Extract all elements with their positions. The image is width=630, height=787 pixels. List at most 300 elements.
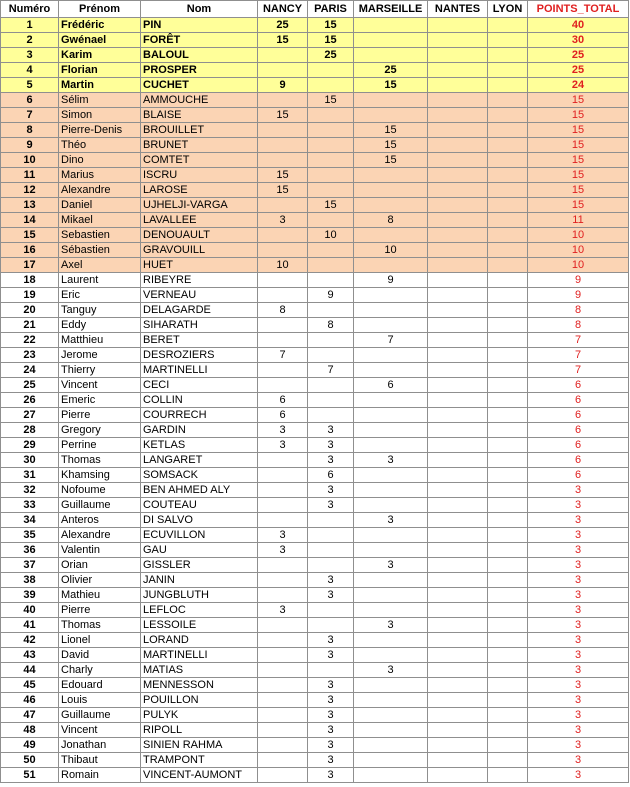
- cell-marseille[interactable]: [354, 693, 428, 708]
- cell-points-total[interactable]: 3: [528, 543, 629, 558]
- cell-points-total[interactable]: 3: [528, 738, 629, 753]
- cell-paris[interactable]: 3: [308, 453, 354, 468]
- cell-marseille[interactable]: [354, 348, 428, 363]
- cell-lyon[interactable]: [488, 468, 528, 483]
- cell-prenom[interactable]: Mikael: [59, 213, 141, 228]
- cell-marseille[interactable]: [354, 423, 428, 438]
- cell-marseille[interactable]: [354, 288, 428, 303]
- cell-numero[interactable]: 4: [1, 63, 59, 78]
- cell-nom[interactable]: AMMOUCHE: [141, 93, 258, 108]
- cell-nancy[interactable]: [258, 453, 308, 468]
- cell-prenom[interactable]: Pierre: [59, 603, 141, 618]
- cell-numero[interactable]: 32: [1, 483, 59, 498]
- cell-points-total[interactable]: 15: [528, 138, 629, 153]
- cell-nom[interactable]: POUILLON: [141, 693, 258, 708]
- cell-paris[interactable]: 3: [308, 588, 354, 603]
- cell-paris[interactable]: [308, 63, 354, 78]
- cell-nantes[interactable]: [428, 123, 488, 138]
- cell-nancy[interactable]: [258, 228, 308, 243]
- cell-nancy[interactable]: 3: [258, 213, 308, 228]
- cell-lyon[interactable]: [488, 648, 528, 663]
- cell-nantes[interactable]: [428, 498, 488, 513]
- cell-nantes[interactable]: [428, 723, 488, 738]
- cell-lyon[interactable]: [488, 153, 528, 168]
- header-marseille[interactable]: MARSEILLE: [354, 1, 428, 18]
- cell-nantes[interactable]: [428, 273, 488, 288]
- cell-lyon[interactable]: [488, 453, 528, 468]
- cell-nancy[interactable]: 15: [258, 168, 308, 183]
- cell-points-total[interactable]: 6: [528, 423, 629, 438]
- cell-prenom[interactable]: Gregory: [59, 423, 141, 438]
- cell-numero[interactable]: 27: [1, 408, 59, 423]
- cell-marseille[interactable]: 15: [354, 153, 428, 168]
- cell-prenom[interactable]: Vincent: [59, 723, 141, 738]
- cell-nom[interactable]: GAU: [141, 543, 258, 558]
- cell-nom[interactable]: BROUILLET: [141, 123, 258, 138]
- cell-paris[interactable]: [308, 663, 354, 678]
- cell-lyon[interactable]: [488, 363, 528, 378]
- cell-paris[interactable]: 15: [308, 18, 354, 33]
- cell-nancy[interactable]: 3: [258, 603, 308, 618]
- cell-points-total[interactable]: 15: [528, 123, 629, 138]
- cell-numero[interactable]: 10: [1, 153, 59, 168]
- cell-paris[interactable]: [308, 123, 354, 138]
- header-paris[interactable]: PARIS: [308, 1, 354, 18]
- cell-paris[interactable]: 3: [308, 498, 354, 513]
- cell-nom[interactable]: FORÊT: [141, 33, 258, 48]
- cell-nantes[interactable]: [428, 48, 488, 63]
- cell-points-total[interactable]: 3: [528, 663, 629, 678]
- cell-nancy[interactable]: [258, 768, 308, 783]
- cell-marseille[interactable]: [354, 543, 428, 558]
- cell-lyon[interactable]: [488, 513, 528, 528]
- cell-marseille[interactable]: 9: [354, 273, 428, 288]
- cell-nom[interactable]: SINIEN RAHMA: [141, 738, 258, 753]
- cell-marseille[interactable]: 3: [354, 618, 428, 633]
- cell-nancy[interactable]: [258, 288, 308, 303]
- cell-nancy[interactable]: 15: [258, 108, 308, 123]
- cell-numero[interactable]: 6: [1, 93, 59, 108]
- cell-nancy[interactable]: 10: [258, 258, 308, 273]
- cell-nantes[interactable]: [428, 603, 488, 618]
- cell-points-total[interactable]: 7: [528, 363, 629, 378]
- cell-lyon[interactable]: [488, 498, 528, 513]
- cell-nantes[interactable]: [428, 213, 488, 228]
- cell-nantes[interactable]: [428, 258, 488, 273]
- cell-nancy[interactable]: [258, 573, 308, 588]
- cell-points-total[interactable]: 3: [528, 768, 629, 783]
- cell-prenom[interactable]: Pierre: [59, 408, 141, 423]
- cell-points-total[interactable]: 3: [528, 648, 629, 663]
- cell-lyon[interactable]: [488, 423, 528, 438]
- cell-marseille[interactable]: [354, 573, 428, 588]
- cell-nom[interactable]: RIBEYRE: [141, 273, 258, 288]
- cell-nancy[interactable]: [258, 633, 308, 648]
- cell-numero[interactable]: 31: [1, 468, 59, 483]
- cell-paris[interactable]: 15: [308, 33, 354, 48]
- cell-nom[interactable]: LORAND: [141, 633, 258, 648]
- cell-points-total[interactable]: 6: [528, 453, 629, 468]
- header-nom[interactable]: Nom: [141, 1, 258, 18]
- cell-paris[interactable]: 6: [308, 468, 354, 483]
- cell-points-total[interactable]: 24: [528, 78, 629, 93]
- cell-numero[interactable]: 2: [1, 33, 59, 48]
- cell-points-total[interactable]: 11: [528, 213, 629, 228]
- cell-marseille[interactable]: [354, 438, 428, 453]
- cell-lyon[interactable]: [488, 408, 528, 423]
- cell-numero[interactable]: 23: [1, 348, 59, 363]
- cell-nantes[interactable]: [428, 228, 488, 243]
- cell-nom[interactable]: DI SALVO: [141, 513, 258, 528]
- cell-points-total[interactable]: 15: [528, 198, 629, 213]
- cell-nancy[interactable]: [258, 483, 308, 498]
- cell-paris[interactable]: 3: [308, 723, 354, 738]
- cell-nancy[interactable]: [258, 723, 308, 738]
- cell-marseille[interactable]: [354, 303, 428, 318]
- cell-points-total[interactable]: 6: [528, 468, 629, 483]
- cell-prenom[interactable]: Anteros: [59, 513, 141, 528]
- cell-numero[interactable]: 34: [1, 513, 59, 528]
- cell-prenom[interactable]: Thierry: [59, 363, 141, 378]
- cell-numero[interactable]: 35: [1, 528, 59, 543]
- cell-nancy[interactable]: [258, 513, 308, 528]
- cell-nancy[interactable]: [258, 618, 308, 633]
- cell-nantes[interactable]: [428, 318, 488, 333]
- cell-paris[interactable]: 3: [308, 423, 354, 438]
- cell-prenom[interactable]: Thomas: [59, 453, 141, 468]
- cell-marseille[interactable]: [354, 678, 428, 693]
- cell-prenom[interactable]: Gwénael: [59, 33, 141, 48]
- cell-lyon[interactable]: [488, 33, 528, 48]
- cell-paris[interactable]: [308, 168, 354, 183]
- cell-marseille[interactable]: [354, 498, 428, 513]
- cell-nantes[interactable]: [428, 633, 488, 648]
- cell-nom[interactable]: JUNGBLUTH: [141, 588, 258, 603]
- cell-prenom[interactable]: Alexandre: [59, 183, 141, 198]
- cell-nancy[interactable]: [258, 243, 308, 258]
- cell-marseille[interactable]: [354, 363, 428, 378]
- cell-marseille[interactable]: [354, 258, 428, 273]
- cell-nom[interactable]: CECI: [141, 378, 258, 393]
- cell-points-total[interactable]: 9: [528, 273, 629, 288]
- cell-marseille[interactable]: 8: [354, 213, 428, 228]
- cell-nantes[interactable]: [428, 768, 488, 783]
- cell-prenom[interactable]: Edouard: [59, 678, 141, 693]
- cell-paris[interactable]: [308, 618, 354, 633]
- cell-numero[interactable]: 39: [1, 588, 59, 603]
- cell-numero[interactable]: 43: [1, 648, 59, 663]
- cell-prenom[interactable]: Thibaut: [59, 753, 141, 768]
- cell-paris[interactable]: [308, 138, 354, 153]
- cell-points-total[interactable]: 15: [528, 153, 629, 168]
- cell-numero[interactable]: 47: [1, 708, 59, 723]
- cell-nom[interactable]: MATIAS: [141, 663, 258, 678]
- cell-lyon[interactable]: [488, 108, 528, 123]
- cell-points-total[interactable]: 3: [528, 558, 629, 573]
- cell-numero[interactable]: 17: [1, 258, 59, 273]
- cell-prenom[interactable]: Jonathan: [59, 738, 141, 753]
- cell-nantes[interactable]: [428, 168, 488, 183]
- cell-prenom[interactable]: Guillaume: [59, 708, 141, 723]
- cell-numero[interactable]: 1: [1, 18, 59, 33]
- cell-points-total[interactable]: 7: [528, 333, 629, 348]
- cell-points-total[interactable]: 10: [528, 228, 629, 243]
- cell-numero[interactable]: 12: [1, 183, 59, 198]
- cell-nancy[interactable]: [258, 708, 308, 723]
- cell-points-total[interactable]: 3: [528, 603, 629, 618]
- cell-marseille[interactable]: 3: [354, 558, 428, 573]
- cell-prenom[interactable]: Charly: [59, 663, 141, 678]
- cell-prenom[interactable]: Martin: [59, 78, 141, 93]
- cell-prenom[interactable]: Orian: [59, 558, 141, 573]
- cell-paris[interactable]: 3: [308, 633, 354, 648]
- cell-marseille[interactable]: 10: [354, 243, 428, 258]
- cell-numero[interactable]: 15: [1, 228, 59, 243]
- cell-lyon[interactable]: [488, 318, 528, 333]
- cell-points-total[interactable]: 3: [528, 513, 629, 528]
- cell-nantes[interactable]: [428, 618, 488, 633]
- cell-nom[interactable]: LEFLOC: [141, 603, 258, 618]
- cell-marseille[interactable]: [354, 198, 428, 213]
- cell-nantes[interactable]: [428, 423, 488, 438]
- cell-nom[interactable]: LAVALLEE: [141, 213, 258, 228]
- cell-nantes[interactable]: [428, 153, 488, 168]
- header-points-total[interactable]: POINTS_TOTAL: [528, 1, 629, 18]
- cell-prenom[interactable]: Guillaume: [59, 498, 141, 513]
- cell-nom[interactable]: ECUVILLON: [141, 528, 258, 543]
- cell-nancy[interactable]: [258, 378, 308, 393]
- cell-paris[interactable]: 7: [308, 363, 354, 378]
- cell-nantes[interactable]: [428, 513, 488, 528]
- cell-paris[interactable]: [308, 258, 354, 273]
- cell-prenom[interactable]: Théo: [59, 138, 141, 153]
- cell-lyon[interactable]: [488, 483, 528, 498]
- cell-nantes[interactable]: [428, 438, 488, 453]
- cell-points-total[interactable]: 3: [528, 498, 629, 513]
- cell-lyon[interactable]: [488, 618, 528, 633]
- cell-lyon[interactable]: [488, 183, 528, 198]
- cell-marseille[interactable]: [354, 108, 428, 123]
- cell-nantes[interactable]: [428, 303, 488, 318]
- cell-lyon[interactable]: [488, 588, 528, 603]
- cell-paris[interactable]: 3: [308, 573, 354, 588]
- cell-prenom[interactable]: Sebastien: [59, 228, 141, 243]
- cell-nantes[interactable]: [428, 573, 488, 588]
- cell-nantes[interactable]: [428, 678, 488, 693]
- cell-prenom[interactable]: Jerome: [59, 348, 141, 363]
- cell-paris[interactable]: 3: [308, 648, 354, 663]
- cell-numero[interactable]: 24: [1, 363, 59, 378]
- cell-nantes[interactable]: [428, 108, 488, 123]
- cell-paris[interactable]: 9: [308, 288, 354, 303]
- cell-nantes[interactable]: [428, 18, 488, 33]
- cell-nancy[interactable]: 15: [258, 183, 308, 198]
- cell-nom[interactable]: VINCENT-AUMONT: [141, 768, 258, 783]
- cell-nom[interactable]: GISSLER: [141, 558, 258, 573]
- cell-numero[interactable]: 51: [1, 768, 59, 783]
- cell-nom[interactable]: LANGARET: [141, 453, 258, 468]
- cell-lyon[interactable]: [488, 738, 528, 753]
- cell-lyon[interactable]: [488, 123, 528, 138]
- cell-paris[interactable]: 15: [308, 93, 354, 108]
- cell-nantes[interactable]: [428, 198, 488, 213]
- cell-nom[interactable]: CUCHET: [141, 78, 258, 93]
- cell-prenom[interactable]: Dino: [59, 153, 141, 168]
- cell-nancy[interactable]: 3: [258, 438, 308, 453]
- cell-nantes[interactable]: [428, 663, 488, 678]
- cell-nantes[interactable]: [428, 378, 488, 393]
- cell-nantes[interactable]: [428, 78, 488, 93]
- cell-marseille[interactable]: [354, 468, 428, 483]
- cell-prenom[interactable]: Matthieu: [59, 333, 141, 348]
- cell-prenom[interactable]: Emeric: [59, 393, 141, 408]
- cell-points-total[interactable]: 25: [528, 48, 629, 63]
- cell-numero[interactable]: 44: [1, 663, 59, 678]
- cell-nancy[interactable]: 3: [258, 543, 308, 558]
- cell-nom[interactable]: KETLAS: [141, 438, 258, 453]
- cell-marseille[interactable]: [354, 183, 428, 198]
- cell-nantes[interactable]: [428, 558, 488, 573]
- cell-nancy[interactable]: [258, 318, 308, 333]
- cell-nom[interactable]: HUET: [141, 258, 258, 273]
- cell-nom[interactable]: BEN AHMED ALY: [141, 483, 258, 498]
- cell-numero[interactable]: 22: [1, 333, 59, 348]
- cell-prenom[interactable]: Valentin: [59, 543, 141, 558]
- cell-paris[interactable]: [308, 378, 354, 393]
- cell-marseille[interactable]: [354, 588, 428, 603]
- cell-nancy[interactable]: [258, 93, 308, 108]
- cell-nom[interactable]: BRUNET: [141, 138, 258, 153]
- cell-marseille[interactable]: [354, 768, 428, 783]
- cell-numero[interactable]: 33: [1, 498, 59, 513]
- cell-marseille[interactable]: [354, 408, 428, 423]
- cell-points-total[interactable]: 15: [528, 168, 629, 183]
- cell-points-total[interactable]: 6: [528, 438, 629, 453]
- cell-nom[interactable]: UJHELJI-VARGA: [141, 198, 258, 213]
- cell-nancy[interactable]: [258, 153, 308, 168]
- cell-nantes[interactable]: [428, 528, 488, 543]
- cell-numero[interactable]: 40: [1, 603, 59, 618]
- cell-prenom[interactable]: Louis: [59, 693, 141, 708]
- cell-paris[interactable]: [308, 393, 354, 408]
- cell-paris[interactable]: [308, 513, 354, 528]
- cell-points-total[interactable]: 3: [528, 573, 629, 588]
- cell-lyon[interactable]: [488, 678, 528, 693]
- cell-lyon[interactable]: [488, 93, 528, 108]
- cell-prenom[interactable]: Marius: [59, 168, 141, 183]
- cell-nom[interactable]: TRAMPONT: [141, 753, 258, 768]
- cell-prenom[interactable]: Simon: [59, 108, 141, 123]
- cell-nom[interactable]: SOMSACK: [141, 468, 258, 483]
- header-lyon[interactable]: LYON: [488, 1, 528, 18]
- cell-prenom[interactable]: Sébastien: [59, 243, 141, 258]
- cell-nantes[interactable]: [428, 33, 488, 48]
- cell-prenom[interactable]: Alexandre: [59, 528, 141, 543]
- cell-points-total[interactable]: 6: [528, 378, 629, 393]
- cell-paris[interactable]: [308, 528, 354, 543]
- cell-prenom[interactable]: Tanguy: [59, 303, 141, 318]
- cell-paris[interactable]: [308, 108, 354, 123]
- cell-marseille[interactable]: [354, 738, 428, 753]
- cell-marseille[interactable]: [354, 483, 428, 498]
- cell-lyon[interactable]: [488, 168, 528, 183]
- cell-nom[interactable]: PIN: [141, 18, 258, 33]
- cell-points-total[interactable]: 7: [528, 348, 629, 363]
- cell-nantes[interactable]: [428, 288, 488, 303]
- cell-points-total[interactable]: 3: [528, 483, 629, 498]
- cell-nom[interactable]: VERNEAU: [141, 288, 258, 303]
- cell-marseille[interactable]: 3: [354, 663, 428, 678]
- cell-lyon[interactable]: [488, 303, 528, 318]
- cell-nom[interactable]: BERET: [141, 333, 258, 348]
- cell-points-total[interactable]: 3: [528, 528, 629, 543]
- cell-nantes[interactable]: [428, 543, 488, 558]
- cell-lyon[interactable]: [488, 753, 528, 768]
- cell-points-total[interactable]: 3: [528, 723, 629, 738]
- cell-lyon[interactable]: [488, 78, 528, 93]
- cell-nantes[interactable]: [428, 243, 488, 258]
- cell-prenom[interactable]: Axel: [59, 258, 141, 273]
- cell-nom[interactable]: MENNESSON: [141, 678, 258, 693]
- header-prenom[interactable]: Prénom: [59, 1, 141, 18]
- cell-points-total[interactable]: 15: [528, 108, 629, 123]
- cell-lyon[interactable]: [488, 18, 528, 33]
- cell-lyon[interactable]: [488, 708, 528, 723]
- cell-nom[interactable]: BALOUL: [141, 48, 258, 63]
- cell-marseille[interactable]: [354, 33, 428, 48]
- cell-paris[interactable]: [308, 78, 354, 93]
- cell-numero[interactable]: 14: [1, 213, 59, 228]
- cell-nom[interactable]: GARDIN: [141, 423, 258, 438]
- cell-lyon[interactable]: [488, 693, 528, 708]
- cell-prenom[interactable]: Thomas: [59, 618, 141, 633]
- cell-numero[interactable]: 9: [1, 138, 59, 153]
- cell-numero[interactable]: 20: [1, 303, 59, 318]
- cell-paris[interactable]: [308, 183, 354, 198]
- cell-lyon[interactable]: [488, 138, 528, 153]
- cell-nancy[interactable]: 3: [258, 423, 308, 438]
- cell-prenom[interactable]: Pierre-Denis: [59, 123, 141, 138]
- cell-marseille[interactable]: [354, 318, 428, 333]
- cell-nantes[interactable]: [428, 63, 488, 78]
- cell-points-total[interactable]: 3: [528, 633, 629, 648]
- cell-numero[interactable]: 37: [1, 558, 59, 573]
- cell-numero[interactable]: 46: [1, 693, 59, 708]
- cell-nancy[interactable]: [258, 333, 308, 348]
- cell-lyon[interactable]: [488, 258, 528, 273]
- cell-marseille[interactable]: [354, 168, 428, 183]
- cell-lyon[interactable]: [488, 198, 528, 213]
- cell-prenom[interactable]: Nofoume: [59, 483, 141, 498]
- cell-nancy[interactable]: 8: [258, 303, 308, 318]
- cell-numero[interactable]: 45: [1, 678, 59, 693]
- cell-nancy[interactable]: [258, 678, 308, 693]
- cell-paris[interactable]: [308, 333, 354, 348]
- cell-prenom[interactable]: Romain: [59, 768, 141, 783]
- cell-nom[interactable]: RIPOLL: [141, 723, 258, 738]
- cell-marseille[interactable]: [354, 723, 428, 738]
- cell-points-total[interactable]: 10: [528, 243, 629, 258]
- cell-nantes[interactable]: [428, 393, 488, 408]
- cell-nantes[interactable]: [428, 93, 488, 108]
- cell-nancy[interactable]: 7: [258, 348, 308, 363]
- cell-nancy[interactable]: [258, 648, 308, 663]
- cell-marseille[interactable]: 6: [354, 378, 428, 393]
- cell-nancy[interactable]: [258, 693, 308, 708]
- cell-nom[interactable]: COLLIN: [141, 393, 258, 408]
- cell-points-total[interactable]: 3: [528, 708, 629, 723]
- cell-nom[interactable]: DESROZIERS: [141, 348, 258, 363]
